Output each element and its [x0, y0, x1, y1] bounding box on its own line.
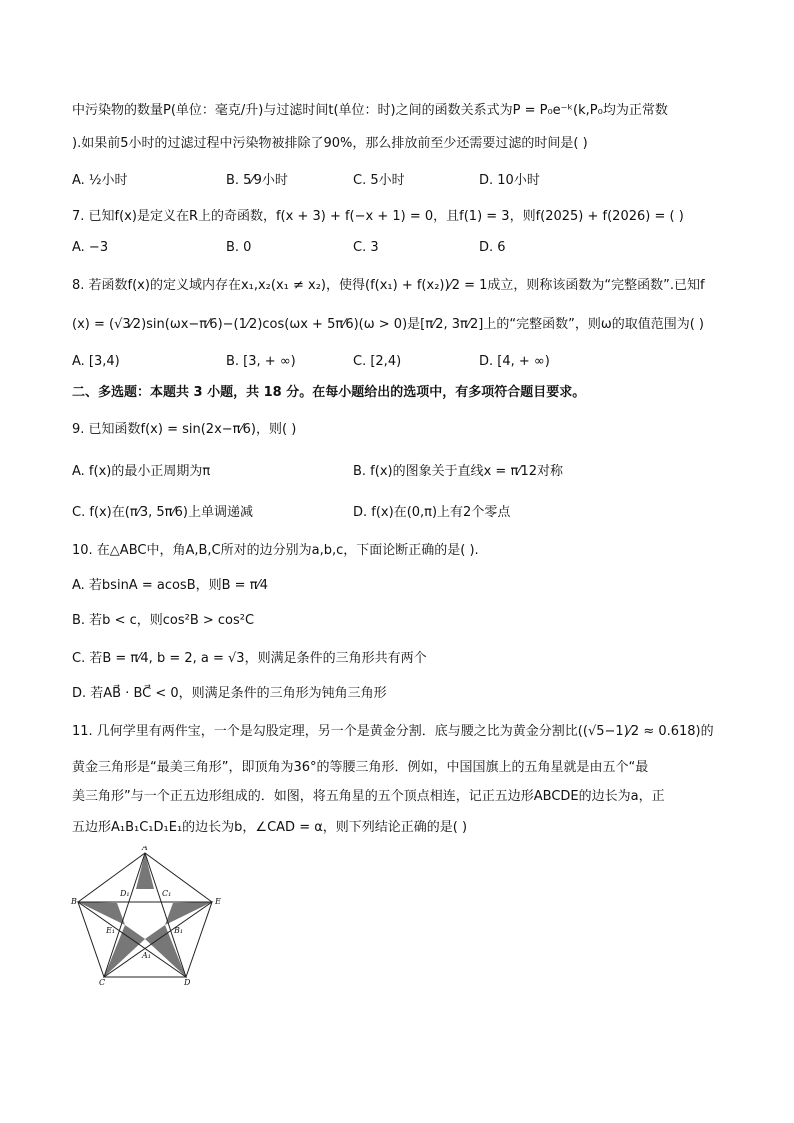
section-multiple-choice-heading: 二、多选题：本题共 3 小题，共 18 分。在每小题给出的选项中，有多项符合题目要求。	[72, 385, 586, 400]
q11-line3: 美三角形”与一个正五边形组成的．如图，将五角星的五个顶点相连，记正五边形ABCDE的边长为a，正	[72, 789, 665, 804]
q11-line2: 黄金三角形是“最美三角形”，即顶角为36°的等腰三角形．例如，中国国旗上的五角星就是由五个“最	[72, 760, 649, 775]
q9-option-a: A. f(x)的最小正周期为π	[72, 464, 211, 479]
q9-option-c: C. f(x)在(π⁄3, 5π⁄6)上单调递减	[72, 505, 253, 520]
q10-option-c: C. 若B = π⁄4, b = 2, a = √3，则满足条件的三角形共有两个	[72, 651, 427, 666]
pentagram-svg	[70, 846, 230, 986]
label-d: D	[184, 978, 191, 986]
q8-line2: (x) = (√3⁄2)sin(ωx−π⁄6)−(1⁄2)cos(ωx + 5π⁄6)(ω > 0)是[π⁄2, 3π⁄2]上的“完整函数”，则ω的取值范围为( )	[72, 317, 704, 332]
q7-option-d: D. 6	[479, 240, 506, 255]
q11-line1: 11. 几何学里有两件宝，一个是勾股定理，另一个是黄金分割．底与腰之比为黄金分割比((√5−1)⁄2 ≈ 0.618)的	[72, 724, 714, 739]
q10-option-b: B. 若b < c，则cos²B > cos²C	[72, 613, 255, 628]
q9-option-d: D. f(x)在(0,π)上有2个零点	[353, 505, 511, 520]
label-e1: E₁	[106, 926, 116, 935]
label-a: A	[142, 846, 148, 852]
label-d1: D₁	[120, 889, 130, 898]
q9-option-b: B. f(x)的图象关于直线x = π⁄12对称	[353, 464, 563, 479]
q8-option-a: A. [3,4)	[72, 354, 120, 369]
q10-stem: 10. 在△ABC中，角A,B,C所对的边分别为a,b,c，下面论断正确的是( ).	[72, 543, 479, 558]
label-c1: C₁	[162, 889, 172, 898]
label-b: B	[71, 897, 77, 906]
q11-line4: 五边形A₁B₁C₁D₁E₁的边长为b，∠CAD = α，则下列结论正确的是( )	[72, 820, 468, 835]
label-e: E	[215, 897, 221, 906]
label-c: C	[99, 978, 106, 986]
pentagram-figure	[70, 846, 230, 986]
q8-option-c: C. [2,4)	[353, 354, 402, 369]
q7-stem: 7. 已知f(x)是定义在R上的奇函数，f(x + 3) + f(−x + 1) = 0，且f(1) = 3，则f(2025) + f(2026) = ( )	[72, 209, 684, 224]
q7-option-c: C. 3	[353, 240, 379, 255]
q8-option-d: D. [4, + ∞)	[479, 354, 550, 369]
label-a1: A₁	[142, 951, 151, 960]
q8-line1: 8. 若函数f(x)的定义域内存在x₁,x₂(x₁ ≠ x₂)，使得(f(x₁) + f(x₂))⁄2 = 1成立，则称该函数为“完整函数”.已知f	[72, 278, 705, 293]
label-b1: B₁	[174, 926, 184, 935]
q6-option-c: C. 5小时	[353, 173, 405, 188]
q10-option-a: A. 若bsinA = acosB，则B = π⁄4	[72, 578, 268, 593]
q7-option-b: B. 0	[226, 240, 252, 255]
q6-option-b: B. 5⁄9小时	[226, 173, 288, 188]
q9-stem: 9. 已知函数f(x) = sin(2x−π⁄6)，则( )	[72, 422, 297, 437]
q6-line2: ).如果前5小时的过滤过程中污染物被排除了90%，那么排放前至少还需要过滤的时间是( )	[72, 136, 588, 151]
q6-line1: 中污染物的数量P(单位：毫克/升)与过滤时间t(单位：时)之间的函数关系式为P = P₀e⁻ᵏ(k,P₀均为正常数	[72, 103, 668, 118]
q6-option-d: D. 10小时	[479, 173, 540, 188]
q7-option-a: A. −3	[72, 240, 109, 255]
q8-option-b: B. [3, + ∞)	[226, 354, 296, 369]
q6-option-a: A. ½小时	[72, 173, 128, 188]
q10-option-d: D. 若AB⃗ · BC⃗ < 0，则满足条件的三角形为钝角三角形	[72, 686, 387, 701]
